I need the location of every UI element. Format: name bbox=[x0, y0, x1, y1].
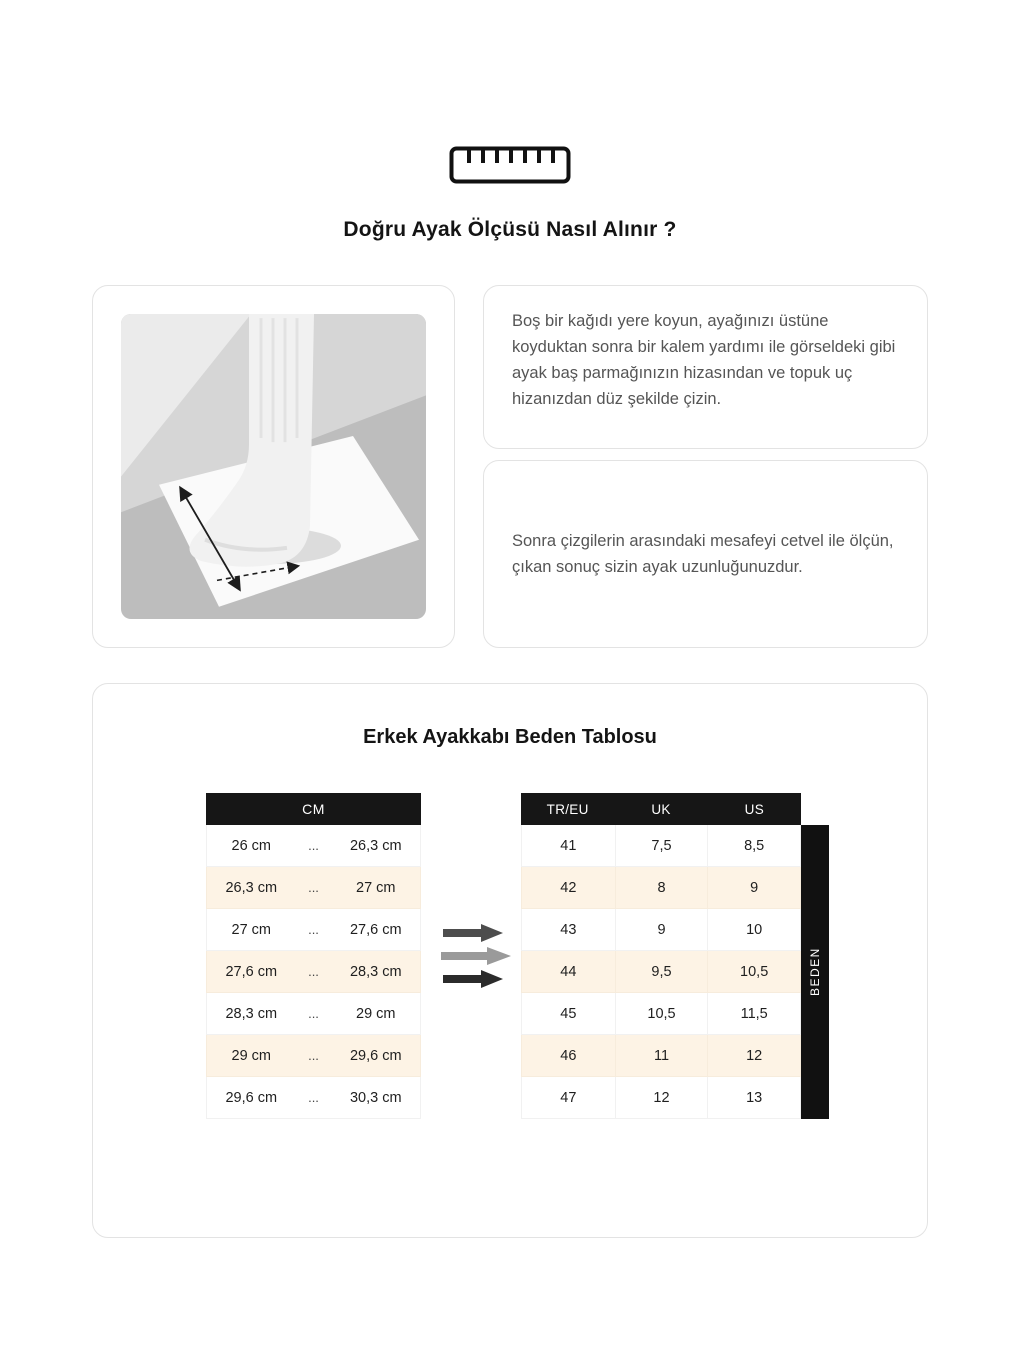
cm-separator: ... bbox=[308, 1006, 319, 1021]
instruction-text-2: Sonra çizgilerin arasındaki mesafeyi cetvel ile ölçün, çıkan sonuç sizin ayak uzunluğunuzdur. bbox=[512, 532, 894, 576]
cm-table-body bbox=[206, 825, 421, 1119]
instruction-card-2 bbox=[483, 460, 928, 648]
cm-to: 30,3 cm bbox=[349, 1089, 402, 1106]
size-tr-eu: 42 bbox=[560, 879, 577, 896]
instruction-steps bbox=[483, 285, 928, 648]
size-tr-eu: 45 bbox=[560, 1005, 577, 1022]
size-us: 13 bbox=[707, 1077, 800, 1118]
cm-table bbox=[206, 793, 421, 1119]
size-us: 12 bbox=[707, 1035, 800, 1076]
cm-table-header: CM bbox=[206, 793, 421, 825]
header-us: US bbox=[744, 801, 764, 817]
size-tr-eu: 46 bbox=[560, 1047, 577, 1064]
how-to-section bbox=[92, 285, 928, 648]
size-uk: 12 bbox=[615, 1077, 708, 1118]
size-uk: 7,5 bbox=[615, 825, 708, 866]
cm-separator: ... bbox=[308, 838, 319, 853]
size-us: 10,5 bbox=[707, 951, 800, 992]
instruction-card-1 bbox=[483, 285, 928, 449]
size-table-row bbox=[521, 867, 801, 909]
instruction-text-1: Boş bir kağıdı yere koyun, ayağınızı üstüne koyduktan sonra bir kalem yardımı ile görseldeki gibi ayak baş parmağınızın hizasından ve topuk uç hizanızdan düz şekilde çizin. bbox=[512, 312, 896, 408]
size-us: 10 bbox=[707, 909, 800, 950]
cm-separator: ... bbox=[308, 922, 319, 937]
size-table-row bbox=[521, 1035, 801, 1077]
size-tr-eu: 41 bbox=[560, 837, 577, 854]
cm-table-row bbox=[206, 993, 421, 1035]
ruler-icon bbox=[0, 0, 1020, 184]
cm-from: 27 cm bbox=[231, 921, 271, 938]
size-table-wrap bbox=[521, 793, 822, 1119]
conversion-arrows-svg bbox=[441, 921, 513, 991]
size-table-row bbox=[521, 909, 801, 951]
cm-from: 29,6 cm bbox=[225, 1089, 278, 1106]
beden-side-label: BEDEN bbox=[801, 825, 829, 1119]
cm-table-row bbox=[206, 951, 421, 993]
page-title: Doğru Ayak Ölçüsü Nasıl Alınır ? bbox=[343, 218, 677, 241]
conversion-arrows-icon bbox=[441, 921, 513, 991]
size-table-row bbox=[521, 825, 801, 867]
size-table-row bbox=[521, 993, 801, 1035]
cm-to: 26,3 cm bbox=[349, 837, 402, 854]
cm-from: 26 cm bbox=[231, 837, 271, 854]
ruler-icon-svg bbox=[449, 146, 571, 184]
size-uk: 8 bbox=[615, 867, 708, 908]
size-uk: 9,5 bbox=[615, 951, 708, 992]
cm-to: 28,3 cm bbox=[349, 963, 402, 980]
cm-table-row bbox=[206, 909, 421, 951]
size-table-body bbox=[521, 825, 801, 1119]
cm-from: 27,6 cm bbox=[225, 963, 278, 980]
size-us: 8,5 bbox=[707, 825, 800, 866]
cm-to: 29,6 cm bbox=[349, 1047, 402, 1064]
size-tr-eu: 47 bbox=[560, 1089, 577, 1106]
cm-separator: ... bbox=[308, 964, 319, 979]
cm-to: 29 cm bbox=[356, 1005, 396, 1022]
cm-separator: ... bbox=[308, 1090, 319, 1105]
foot-measure-photo-card bbox=[92, 285, 455, 648]
cm-table-row bbox=[206, 1077, 421, 1119]
cm-separator: ... bbox=[308, 880, 319, 895]
size-table-row bbox=[521, 951, 801, 993]
header-uk: UK bbox=[651, 801, 671, 817]
size-us: 9 bbox=[707, 867, 800, 908]
cm-from: 28,3 cm bbox=[225, 1005, 278, 1022]
size-tr-eu: 44 bbox=[560, 963, 577, 980]
size-tr-eu: 43 bbox=[560, 921, 577, 938]
size-us: 11,5 bbox=[707, 993, 800, 1034]
size-chart-card bbox=[92, 683, 928, 1238]
cm-to: 27,6 cm bbox=[349, 921, 402, 938]
cm-to: 27 cm bbox=[356, 879, 396, 896]
size-uk: 10,5 bbox=[615, 993, 708, 1034]
cm-table-row bbox=[206, 867, 421, 909]
header-tr-eu: TR/EU bbox=[546, 801, 589, 817]
size-chart-row bbox=[93, 793, 927, 1119]
cm-from: 26,3 cm bbox=[225, 879, 278, 896]
cm-separator: ... bbox=[308, 1048, 319, 1063]
size-chart-title: Erkek Ayakkabı Beden Tablosu bbox=[363, 726, 657, 748]
size-table bbox=[521, 793, 801, 1119]
cm-table-row bbox=[206, 825, 421, 867]
size-table-header bbox=[521, 793, 801, 825]
cm-table-row bbox=[206, 1035, 421, 1077]
size-uk: 11 bbox=[615, 1035, 708, 1076]
size-table-row bbox=[521, 1077, 801, 1119]
foot-measure-image bbox=[121, 314, 426, 619]
size-uk: 9 bbox=[615, 909, 708, 950]
foot-measure-illustration bbox=[121, 314, 426, 619]
cm-from: 29 cm bbox=[231, 1047, 271, 1064]
